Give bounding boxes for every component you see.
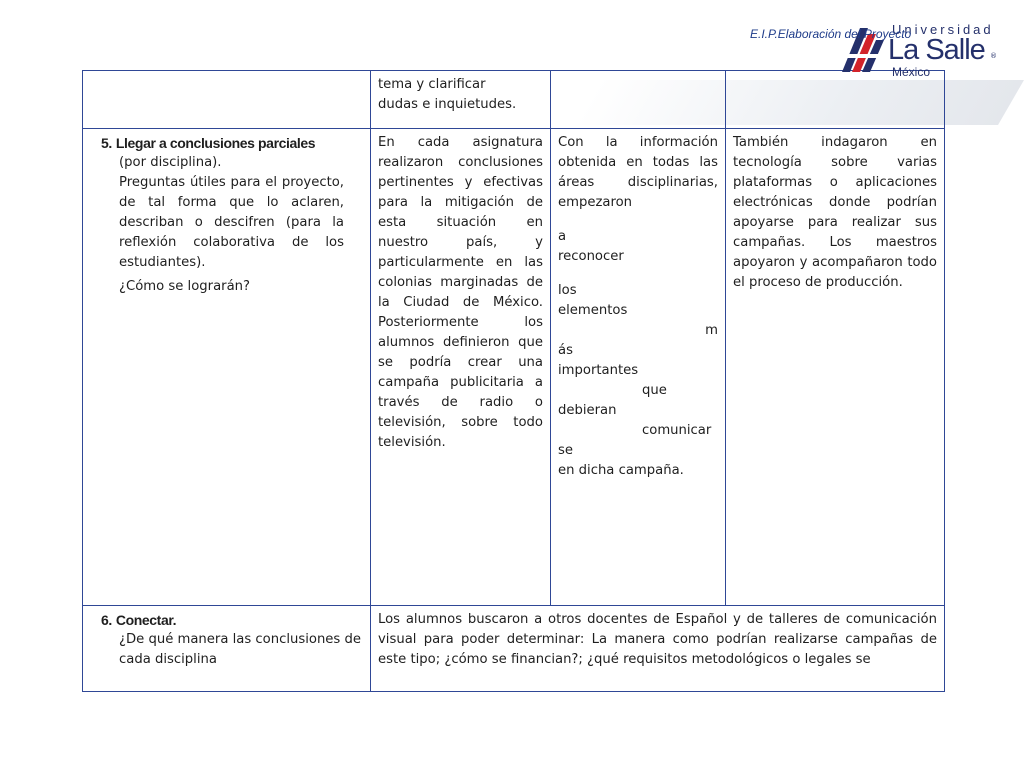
stage-5-guide: Preguntas útiles para el proyecto, de tal forma que lo aclaren, describan o descifren (para la reflexión colaborativa de los estudiantes). — [119, 175, 344, 270]
cell-line: tema y clarificar — [378, 77, 486, 92]
logo-city-text: México — [892, 65, 931, 79]
project-plan-table — [82, 70, 945, 692]
stage-5-question: ¿Cómo se lograrán? — [119, 279, 251, 294]
cell-line: a — [558, 229, 567, 244]
cell-line: en dicha campaña. — [558, 463, 684, 478]
cell-line: reconocer — [558, 249, 624, 264]
stage-5-title — [101, 133, 344, 153]
stage-6-question: ¿De qué manera las conclusiones de cada disciplina — [119, 632, 361, 667]
cell-line: dudas e inquietudes. — [378, 97, 517, 112]
cell-stage-5 — [83, 129, 371, 606]
document-header-caption: E.I.P.Elaboración del Proyecto — [750, 27, 912, 41]
stage-5-subtitle: (por disciplina). — [119, 155, 222, 170]
stage-6-number: 6. — [101, 612, 112, 628]
logo-university-text: Universidad — [892, 22, 994, 37]
cell-line: los — [558, 283, 577, 298]
cell-stage-5-col2: En cada asignatura realizaron conclusiones pertinentes y efectivas para la mitigación de esta situación en nuestro país, y particularmente en las colonias marginadas de la Ciudad de México. Posteriormente los alumnos definieron que se podría crear una campaña publicitaria a través de radio o televisión, sobre todo televisión. — [371, 129, 551, 606]
cell-stage-5-col3 — [551, 129, 726, 606]
cell-line: se — [558, 443, 573, 458]
stage-5-title-text: Llegar a conclusiones parciales — [115, 135, 316, 151]
table-row-stage-6 — [83, 606, 945, 692]
cell-line: elementos — [558, 303, 628, 318]
cell-stage-empty — [83, 71, 371, 129]
cell-line: ás — [558, 343, 573, 358]
cell-stage-6-answer: Los alumnos buscaron a otros docentes de Español y de talleres de comunicación visual para poder determinar: La manera como podrían realizarse campañas de este tipo; ¿cómo se financian?; ¿qué requisitos metodológicos o legales se — [371, 606, 945, 692]
cell-continuation-col2 — [371, 71, 551, 129]
stage-6-title-text: Conectar. — [115, 612, 177, 628]
logo-brand-text: La Salle — [888, 34, 985, 66]
cell-line: Con la información obtenida en todas las áreas disciplinarias, empezaron — [558, 135, 718, 210]
cell-line: importantes — [558, 363, 639, 378]
logo-registered-mark: ® — [990, 52, 997, 60]
stage-6-title — [101, 610, 363, 630]
cell-line: que — [642, 383, 667, 398]
cell-line: comunicar — [642, 423, 712, 438]
cell-line: debieran — [558, 403, 617, 418]
cell-stage-6 — [83, 606, 371, 692]
cell-stage-5-col4: También indagaron en tecnología sobre varias plataformas o aplicaciones electrónicas donde podrían apoyarse para realizar sus campañas. Los maestros apoyaron y acompañaron todo el proceso de producción. — [726, 129, 945, 606]
table-row-continuation — [83, 71, 945, 129]
cell-line: m — [705, 323, 718, 338]
cell-continuation-col3-empty — [551, 71, 726, 129]
table-row-stage-5 — [83, 129, 945, 606]
stage-5-number: 5. — [101, 135, 112, 151]
